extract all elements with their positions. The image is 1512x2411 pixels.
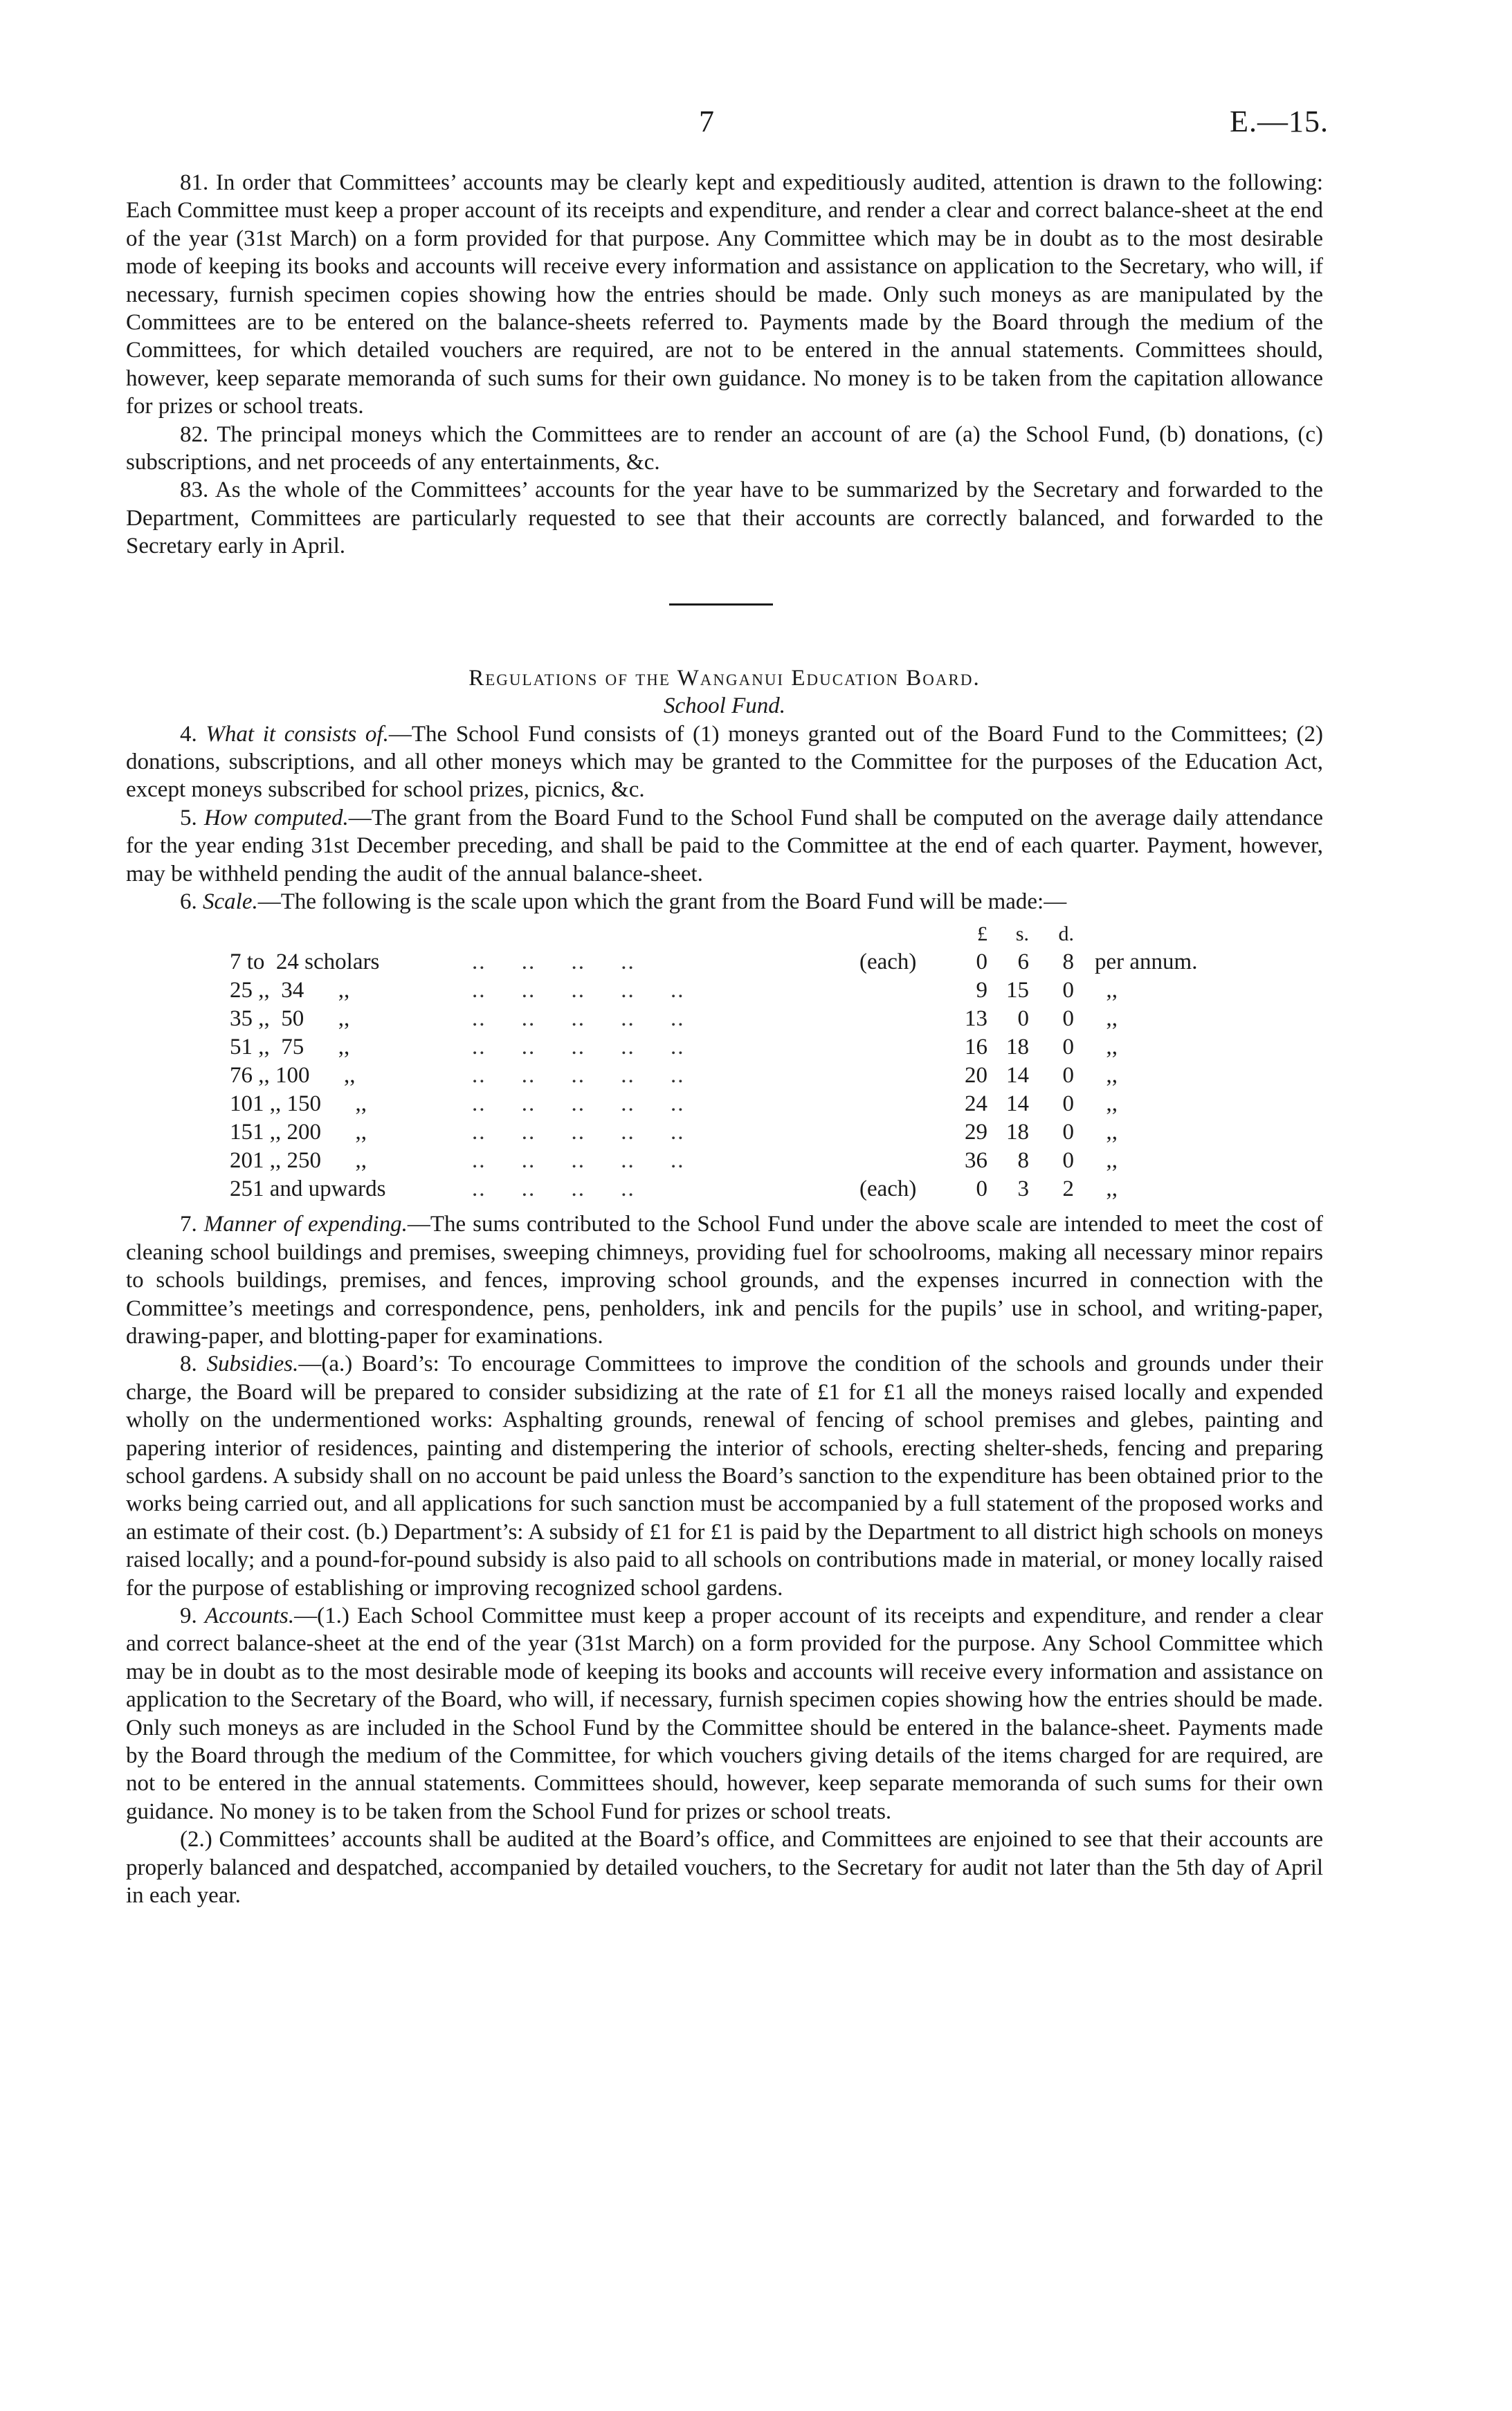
scale-pence: 0 <box>1062 1006 1074 1032</box>
scale-range: 7 to 24 scholars <box>230 949 380 975</box>
scale-pounds: 29 <box>965 1120 987 1145</box>
paragraph-9 <box>126 1602 1323 1826</box>
scale-pence: 0 <box>1062 1091 1074 1117</box>
scale-range: 35 ,, 50 ,, <box>230 1006 350 1032</box>
scale-pence: 0 <box>1062 1148 1074 1174</box>
column-pence-header: d. <box>1058 922 1074 946</box>
scale-shillings: 8 <box>1017 1148 1029 1174</box>
scale-table-row <box>126 1175 1323 1203</box>
page-body <box>126 169 1323 1910</box>
paragraph-9-text: —(1.) Each School Committee must keep a proper account of its receipts and expenditure, and render a clear and correct balance-sheet at the end of the year (31st March) on a form provided for the purpose. Any School Committee which may be in doubt as to the most desirable mode of keeping its books and accounts will receive every information and assistance on application to the Secretary of the Board, who will, if necessary, furnish specimen copies showing how the entries should be made. Only such moneys as are included in the School Fund by the Committee should be entered in the balance-sheet. Payments made by the Board through the medium of the Committee, for which vouchers giving details of the items charged for are required, are not to be entered in the annual statements. Committees should, however, keep separate memoranda of such sums for their own guidance. No money is to be taken from the School Fund for prizes or school treats. <box>126 1603 1324 1824</box>
scale-table-row <box>126 1033 1323 1062</box>
page-header <box>0 104 1512 145</box>
paragraph-6 <box>126 888 1323 916</box>
column-pounds-header: £ <box>977 922 987 946</box>
scale-range: 201 ,, 250 ,, <box>230 1148 367 1174</box>
paragraph-7-text: —The sums contributed to the School Fund under the above scale are intended to meet the cost of cleaning school buildings and premises, sweeping chimneys, providing fuel for schoolrooms, making all necessary minor repairs to schools buildings, premises, and fences, improving school grounds, and the expenses incurred in connection with the Committee’s meetings and correspondence, pens, penholders, ink and pencils for the pupils’ use in school, and writing-paper, drawing-paper, and blotting-paper for examinations. <box>126 1212 1324 1349</box>
scale-pence: 0 <box>1062 978 1074 1003</box>
scale-pence: 2 <box>1062 1176 1074 1202</box>
scale-pounds: 0 <box>976 949 987 975</box>
paragraph-5-text: —The grant from the Board Fund to the School Fund shall be computed on the average daily attendance for the year ending 31st December preceding, and shall be paid to the Committee at the end of each quarter. Payment, however, may be withheld pending the audit of the annual balance-sheet. <box>126 805 1324 886</box>
scale-pounds: 20 <box>965 1063 987 1089</box>
scale-per-annum: ,, <box>1095 1006 1118 1032</box>
scale-pence: 8 <box>1062 949 1074 975</box>
scale-leader-dots: .. .. .. .. <box>472 1176 635 1202</box>
scale-per-annum: ,, <box>1095 1063 1118 1089</box>
scale-per-annum: ,, <box>1095 978 1118 1003</box>
column-shillings-header: s. <box>1015 922 1029 946</box>
scale-range: 25 ,, 34 ,, <box>230 978 350 1003</box>
scale-pence: 0 <box>1062 1035 1074 1060</box>
paragraph-4 <box>126 720 1323 804</box>
scale-leader-dots: .. .. .. .. .. <box>472 1035 685 1060</box>
scale-pounds: 24 <box>965 1091 987 1117</box>
scale-pounds: 0 <box>976 1176 987 1202</box>
scale-table-row <box>126 1090 1323 1118</box>
scale-leader-dots: .. .. .. .. .. <box>472 978 685 1003</box>
section-divider-wrap <box>126 561 1323 637</box>
scale-leader-dots: .. .. .. .. .. <box>472 1063 685 1089</box>
paragraph-4-heading: What it consists of. <box>206 721 389 747</box>
scale-range: 101 ,, 150 ,, <box>230 1091 367 1117</box>
scale-per-annum: per annum. <box>1095 949 1198 975</box>
scale-pence: 0 <box>1062 1063 1074 1089</box>
scale-pounds: 9 <box>976 978 987 1003</box>
paragraph-7 <box>126 1210 1323 1350</box>
paragraph-4-number: 4. <box>180 721 206 747</box>
paragraph-6-number: 6. <box>180 889 203 914</box>
scale-pounds: 36 <box>965 1148 987 1174</box>
scale-per-annum: ,, <box>1095 1148 1118 1174</box>
scale-shillings: 18 <box>1006 1120 1029 1145</box>
scale-per-annum: ,, <box>1095 1120 1118 1145</box>
scale-table-row <box>126 948 1323 976</box>
paragraph-7-number: 7. <box>180 1212 204 1237</box>
paragraph-81: 81. In order that Committees’ accounts may be clearly kept and expeditiously audited, attention is drawn to the following: Each Committee must keep a proper account of its receipts and expenditure, and render a clear and correct balance-sheet at the end of the year (31st March) on a form provided for that purpose. Any Committee which may be in doubt as to the most desirable mode of keeping its books and accounts will receive every information and assistance on application to the Secretary, who will, if necessary, furnish specimen copies showing how the entries should be made. Only such moneys as are manipulated by the Committees are to be entered on the balance-sheets referred to. Payments made by the Board through the medium of the Committees, for which detailed vouchers are required, are not to be entered in the annual statements. Committees should, however, keep separate memoranda of such sums for their own guidance. No money is to be taken from the capitation allowance for prizes or school treats. <box>126 170 1323 419</box>
scale-per-annum: ,, <box>1095 1176 1118 1202</box>
paragraph-4-text: —The School Fund consists of (1) moneys granted out of the Board Fund to the Committees; (2) donations, subscriptions, and all other moneys which may be granted to the Committee for the purposes of the Education Act, except moneys subscribed for school prizes, picnics, &c. <box>126 721 1323 803</box>
paragraph-5-number: 5. <box>180 805 204 830</box>
paragraph-9-number: 9. <box>180 1603 205 1629</box>
paragraph-9-heading: Accounts. <box>204 1603 295 1629</box>
paragraph-82: 82. The principal moneys which the Committees are to render an account of are (a) the School Fund, (b) donations, (c) subscriptions, and net proceeds of any entertainments, &c. <box>126 421 1323 475</box>
scale-per-annum: ,, <box>1095 1091 1118 1117</box>
scale-shillings: 18 <box>1006 1035 1029 1060</box>
paragraph-9-2: (2.) Committees’ accounts shall be audited at the Board’s office, and Committees are enjoined to see that their accounts are properly balanced and despatched, accompanied by detailed vouchers, to the Secretary for audit not later than the 5th day of April in each year. <box>126 1827 1323 1909</box>
scale-shillings: 3 <box>1017 1176 1029 1202</box>
document-reference: E.—15. <box>1230 104 1329 138</box>
section-divider <box>669 603 773 606</box>
scale-range: 251 and upwards <box>230 1176 386 1202</box>
scale-range: 151 ,, 200 ,, <box>230 1120 367 1145</box>
scale-shillings: 15 <box>1006 978 1029 1003</box>
scale-per-annum: ,, <box>1095 1035 1118 1060</box>
scale-range: 76 ,, 100 ,, <box>230 1063 356 1089</box>
section-subtitle: School Fund. <box>664 693 785 719</box>
section-title: Regulations of the Wanganui Education Board. <box>468 665 981 691</box>
scale-each: (each) <box>859 1176 917 1202</box>
scale-table-row <box>126 1062 1323 1090</box>
scale-each: (each) <box>859 949 917 975</box>
paragraph-7-heading: Manner of expending. <box>203 1212 408 1237</box>
paragraph-8-text: —(a.) Board’s: To encourage Committees to improve the condition of the schools and grounds under their charge, the Board will be prepared to consider subsidizing at the rate of £1 for £1 all the moneys raised locally and expended wholly on the undermentioned works: Asphalting grounds, renewal of fencing of school premises and glebes, painting and papering interior of residences, painting and distempering the interior of schools, erecting shelter-sheds, fencing and preparing school gardens. A subsidy shall on no account be paid unless the Board’s sanction to the expenditure has been obtained prior to the works being carried out, and all applications for such sanction must be accompanied by a full statement of the proposed works and an estimate of their cost. (b.) Department’s: A subsidy of £1 for £1 is paid by the Department to all district high schools on moneys raised locally; and a pound-for-pound subsidy is also paid to all schools on contributions made in material, or money locally raised for the purpose of establishing or improving recognized school gardens. <box>126 1352 1324 1601</box>
page-number: 7 <box>699 104 714 138</box>
scale-table-rows <box>126 948 1323 1203</box>
scale-table-row <box>126 1147 1323 1175</box>
scale-leader-dots: .. .. .. .. <box>472 949 635 975</box>
scale-table <box>126 920 1323 1203</box>
scale-pounds: 13 <box>965 1006 987 1032</box>
paragraph-83: 83. As the whole of the Committees’ accounts for the year have to be summarized by the Secretary and forwarded to the Department, Committees are particularly requested to see that their accounts are correctly balanced, and forwarded to the Secretary early in April. <box>126 477 1323 559</box>
scale-table-row <box>126 976 1323 1005</box>
paragraph-6-heading: Scale. <box>203 889 258 914</box>
paragraph-5-heading: How computed. <box>203 805 349 830</box>
paragraph-8-number: 8. <box>180 1352 207 1377</box>
scale-shillings: 0 <box>1017 1006 1029 1032</box>
scale-leader-dots: .. .. .. .. .. <box>472 1120 685 1145</box>
scale-range: 51 ,, 75 ,, <box>230 1035 350 1060</box>
scale-pounds: 16 <box>965 1035 987 1060</box>
scale-leader-dots: .. .. .. .. .. <box>472 1006 685 1032</box>
paragraph-6-text: —The following is the scale upon which the grant from the Board Fund will be made:— <box>257 889 1067 914</box>
paragraph-8-heading: Subsidies. <box>206 1352 299 1377</box>
scale-pence: 0 <box>1062 1120 1074 1145</box>
scale-leader-dots: .. .. .. .. .. <box>472 1091 685 1117</box>
paragraph-5 <box>126 804 1323 888</box>
scale-shillings: 6 <box>1017 949 1029 975</box>
scale-table-row <box>126 1118 1323 1147</box>
scale-shillings: 14 <box>1006 1063 1029 1089</box>
scale-table-row <box>126 1005 1323 1033</box>
scale-shillings: 14 <box>1006 1091 1029 1117</box>
paragraph-8 <box>126 1350 1323 1602</box>
scale-table-header <box>126 920 1323 948</box>
scale-leader-dots: .. .. .. .. .. <box>472 1148 685 1174</box>
